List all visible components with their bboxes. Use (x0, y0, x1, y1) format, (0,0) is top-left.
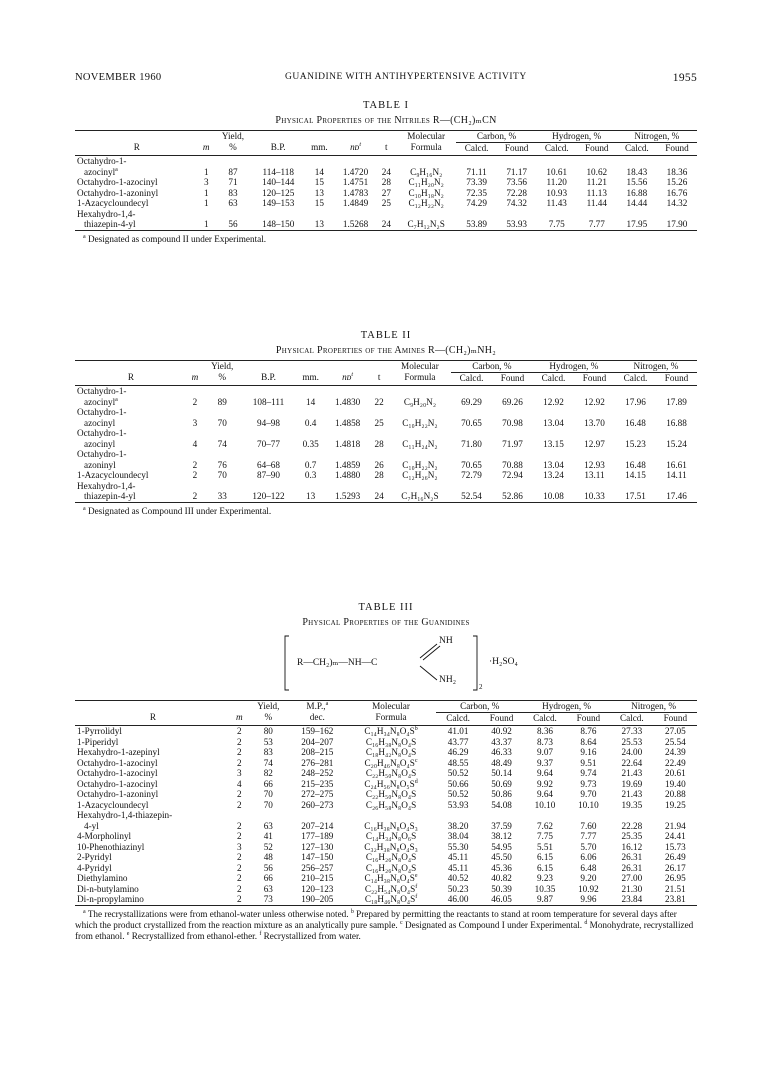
col-c-found: Found (480, 712, 523, 726)
col-bp: B.P. (242, 372, 296, 386)
table-3-footnotes: $^a$ The recrystallizations were from ethanol-water unless otherwise noted. $^b$ Prepared by permitting the reactants to stand at room temperature for several days after which the product crystallized from the reaction mixture as an analytically pure sample. $^c$ Designated as Compound I under Experimental. $^d$ Monohydrate, recrystallized from ethanol. $^e$ Recrystallized from ethanol-ether. $^f$ Recrystallized from water. (75, 908, 694, 941)
col-nitrogen-group: Nitrogen, % (617, 131, 697, 143)
table-1-grid (75, 130, 697, 231)
col-yield-group: Yield, (211, 361, 234, 372)
col-yield-group: Yield, (221, 131, 245, 142)
col-n-calcd: Calcd. (615, 372, 656, 386)
col-carbon-group: Carbon, % (436, 701, 523, 713)
table-row: Octahydro-1-azoninyl 2 70 272–275 C₂₂H₅₀N₈O₄S 50.52 50.86 9.64 9.70 21.43 20.88 (77, 789, 686, 799)
table-row: Hexahydro-1,4-thiazepin- (77, 810, 173, 820)
col-mp: M.P.,$^a$ (306, 701, 329, 712)
table-row: Hexahydro-1,4- (77, 480, 136, 491)
structure-nh: NH (439, 636, 453, 646)
table-2-caption: Physical Properties of the Amines R—(CH₂)ₘNH₂ (275, 345, 497, 356)
table-row: Octahydro-1-azocinyl 3 82 248–252 C₂₂H₅₀N₈O₄S 50.52 50.14 9.64 9.74 21.43 20.61 (77, 768, 686, 778)
col-hydrogen-group: Hydrogen, % (523, 701, 610, 713)
col-h-calcd: Calcd. (523, 712, 567, 726)
col-molecular-group: Molecular (372, 701, 410, 712)
table-3-caption: Physical Properties of the Guanidines (302, 617, 470, 628)
structure-nh2: NH₂ (439, 675, 457, 685)
col-formula: Formula (346, 712, 437, 726)
table-row: 4-yl 2 63 207–214 C₁₆H₃₈N₈O₄S₃ 38.20 37.59 7.62 7.60 22.28 21.94 (84, 820, 686, 831)
structure-chain: R—CH₂)ₘ—NH—C (297, 658, 378, 668)
table-row: 4-Pyridyl 2 56 256–257 C₁₆H₂₆N₈O₄S 45.11 45.36 6.15 6.48 26.31 26.17 (77, 862, 686, 873)
structure-brackets (75, 632, 697, 694)
col-dec: dec. (289, 712, 346, 726)
table-row: Octahydro-1- (77, 449, 127, 459)
table-row: azocinyl$^a$ 1 87 114–118 14 1.4720 24 C₉H₁₆N₂ 71.11 71.17 10.61 10.62 18.43 18.36 (84, 166, 688, 177)
structure-subscript: 2 (479, 683, 483, 691)
col-n-found: Found (656, 372, 697, 386)
col-r: R (75, 372, 187, 386)
col-r: R (75, 712, 231, 726)
table-row: Octahydro-1- (77, 428, 127, 438)
table-row: Octahydro-1-azoninyl 1 83 120–125 13 1.4783 27 C₁₀H₁₈N₂ 72.35 72.28 10.93 11.13 16.88 16.76 (77, 187, 688, 198)
table-row: 2-Pyridyl 2 48 147–150 C₁₆H₂₆N₈O₄S 45.11 45.50 6.15 6.06 26.31 26.49 (77, 852, 686, 862)
col-nd: nᴅ$^t$ (326, 372, 369, 386)
table-row: Octahydro-1- (77, 156, 127, 166)
table-row: 1-Azacycloundecyl 2 70 260–273 C₂₆H₅₈N₈O₄S 53.93 54.08 10.10 10.10 19.35 19.25 (77, 799, 686, 810)
table-row: Octahydro-1-azocinyl 4 66 215–235 $C_{24}H_{56}N_8O_5S^d$ 50.66 50.69 9.92 9.73 19.69 19.40 (77, 778, 686, 789)
col-h-found: Found (574, 372, 615, 386)
col-m: m (231, 712, 248, 726)
header-date: NOVEMBER 1960 (75, 72, 162, 83)
col-molecular-group: Molecular (407, 131, 446, 142)
table-row: Octahydro-1-azocinyl 2 74 276–281 $C_{20}H_{46}N_8O_4S^c$ 48.55 48.49 9.37 9.51 22.64 22.49 (77, 757, 686, 768)
col-hydrogen-group: Hydrogen, % (533, 361, 615, 373)
col-formula: Formula (389, 372, 451, 386)
page-number: 1955 (672, 72, 697, 84)
table-row: 4-Morpholinyl 2 41 177–189 C₁₄H₃₄N₈O₆S 38.04 38.12 7.75 7.77 25.35 24.41 (77, 831, 686, 841)
table-row: Octahydro-1- (77, 407, 127, 417)
col-mm: mm. (295, 372, 326, 386)
col-t: t (377, 142, 396, 156)
col-c-found: Found (492, 372, 533, 386)
col-nd: nᴅ$^t$ (334, 142, 376, 156)
header-running-title: GUANIDINE WITH ANTIHYPERTENSIVE ACTIVITY (285, 72, 527, 82)
table-row: azocinyl$^a$ 2 89 108–111 14 1.4830 22 C₉H₂₀N₂ 69.29 69.26 12.92 12.92 17.96 17.89 (84, 396, 687, 407)
col-n-calcd: Calcd. (610, 712, 654, 726)
table-row: 1-Azacycloundecyl 1 63 149–153 15 1.4849 25 C₁₂H₂₂N₂ 74.29 74.32 11.43 11.44 14.44 14.32 (77, 198, 688, 208)
table-row: Hexahydro-1-azepinyl 2 83 208–215 C₁₈H₄₂N₈O₄S 46.29 46.33 9.07 9.16 24.00 24.39 (77, 747, 686, 757)
table-1-caption: Physical Properties of the Nitriles R—(CH₂)ₘCN (275, 115, 497, 126)
col-yield-group: Yield, (257, 701, 280, 712)
col-hydrogen-group: Hydrogen, % (537, 131, 617, 143)
table-row: thiazepin-4-yl 2 33 120–122 13 1.5293 24 C₇H₁₆N₂S 52.54 52.86 10.08 10.33 17.51 17.46 (84, 491, 687, 501)
table-row: 10-Phenothiazinyl 3 52 127–130 C₃₂H₃₈N₈O₄S₃ 55.30 54.95 5.51 5.70 16.12 15.73 (77, 841, 686, 852)
table-1-footnote: $^a$ Designated as compound II under Experimental. (83, 233, 267, 244)
col-c-found: Found (497, 142, 537, 156)
table-row: Octahydro-1-azocinyl 3 71 140–144 15 1.4751 28 C₁₁H₂₀N₂ 73.39 73.56 11.20 11.21 15.56 15.26 (77, 177, 688, 187)
col-n-found: Found (654, 712, 697, 726)
table-row: 1-Pyrrolidyl 2 80 159–162 $C_{14}H_{34}N_8O_4S^b$ 41.01 40.92 8.36 8.76 27.33 27.05 (77, 725, 686, 736)
table-1 (75, 100, 697, 245)
table-row: Octahydro-1- (77, 386, 127, 396)
col-m: m (199, 142, 214, 156)
structure-salt: ·H₂SO₄ (489, 657, 518, 667)
col-carbon-group: Carbon, % (456, 131, 536, 143)
table-row: azocinyl 3 70 94–98 0.4 1.4858 25 C₁₀H₂₂N₂ 70.65 70.98 13.04 13.70 16.48 16.88 (84, 417, 687, 428)
table-row: 1-Azacycloundecyl 2 70 87–90 0.3 1.4880 28 C₁₂H₂₆N₂ 72.79 72.94 13.24 13.11 14.15 14.11 (77, 470, 687, 480)
col-pct: % (203, 372, 242, 386)
table-3-title: TABLE III (358, 602, 414, 613)
col-m: m (187, 372, 203, 386)
col-molecular-group: Molecular (401, 361, 439, 372)
col-r: R (75, 142, 199, 156)
col-t: t (369, 372, 389, 386)
page-header (75, 72, 697, 86)
col-c-calcd: Calcd. (436, 712, 480, 726)
table-2-title: TABLE II (360, 330, 412, 341)
col-h-calcd: Calcd. (537, 142, 577, 156)
col-carbon-group: Carbon, % (451, 361, 533, 373)
col-pct: % (214, 142, 252, 156)
col-bp: B.P. (252, 142, 304, 156)
table-2 (75, 330, 697, 517)
col-h-found: Found (577, 142, 617, 156)
col-formula: Formula (396, 142, 457, 156)
col-h-found: Found (567, 712, 610, 726)
table-row: Di-n-propylamino 2 73 190–205 $C_{18}H_{46}N_8O_4S^f$ 46.00 46.05 9.87 9.96 23.84 23.81 (77, 893, 686, 904)
table-3 (75, 602, 697, 942)
table-row: 1-Piperidyl 2 53 204–207 C₁₆H₃₈N₈O₄S 43.77 43.37 8.73 8.64 25.53 25.54 (77, 736, 686, 747)
col-c-calcd: Calcd. (451, 372, 492, 386)
col-n-calcd: Calcd. (617, 142, 657, 156)
table-row: Diethylamino 2 66 210–215 $C_{14}H_{38}N_8O_4S^e$ 40.52 40.82 9.23 9.20 27.00 26.95 (77, 872, 686, 883)
table-1-title: TABLE I (362, 100, 410, 111)
col-pct: % (248, 712, 289, 726)
table-row: Di-n-butylamino 2 63 120–123 $C_{22}H_{54}N_8O_4S^f$ 50.23 50.39 10.35 10.92 21.30 21.51 (77, 883, 686, 894)
table-2-footnote: $^a$ Designated as Compound III under Experimental. (83, 505, 272, 516)
col-nitrogen-group: Nitrogen, % (610, 701, 697, 713)
col-nitrogen-group: Nitrogen, % (615, 361, 697, 373)
table-2-grid (75, 360, 697, 503)
col-n-found: Found (657, 142, 697, 156)
table-row: azocinyl 4 74 70–77 0.35 1.4818 28 C₁₁H₂₄N₂ 71.80 71.97 13.15 12.97 15.23 15.24 (84, 438, 687, 449)
col-c-calcd: Calcd. (456, 142, 496, 156)
col-h-calcd: Calcd. (533, 372, 574, 386)
table-row: Hexahydro-1,4- (77, 208, 136, 219)
col-mm: mm. (304, 142, 334, 156)
guanidine-structure (75, 632, 697, 694)
table-3-grid (75, 700, 697, 906)
table-row: azoninyl 2 76 64–68 0.7 1.4859 26 C₁₀H₂₂N₂ 70.65 70.88 13.04 12.93 16.48 16.61 (84, 459, 687, 470)
table-row: thiazepin-4-yl 1 56 148–150 13 1.5268 24 C₇H₁₂N₂S 53.89 53.93 7.75 7.77 17.95 17.90 (84, 219, 688, 229)
